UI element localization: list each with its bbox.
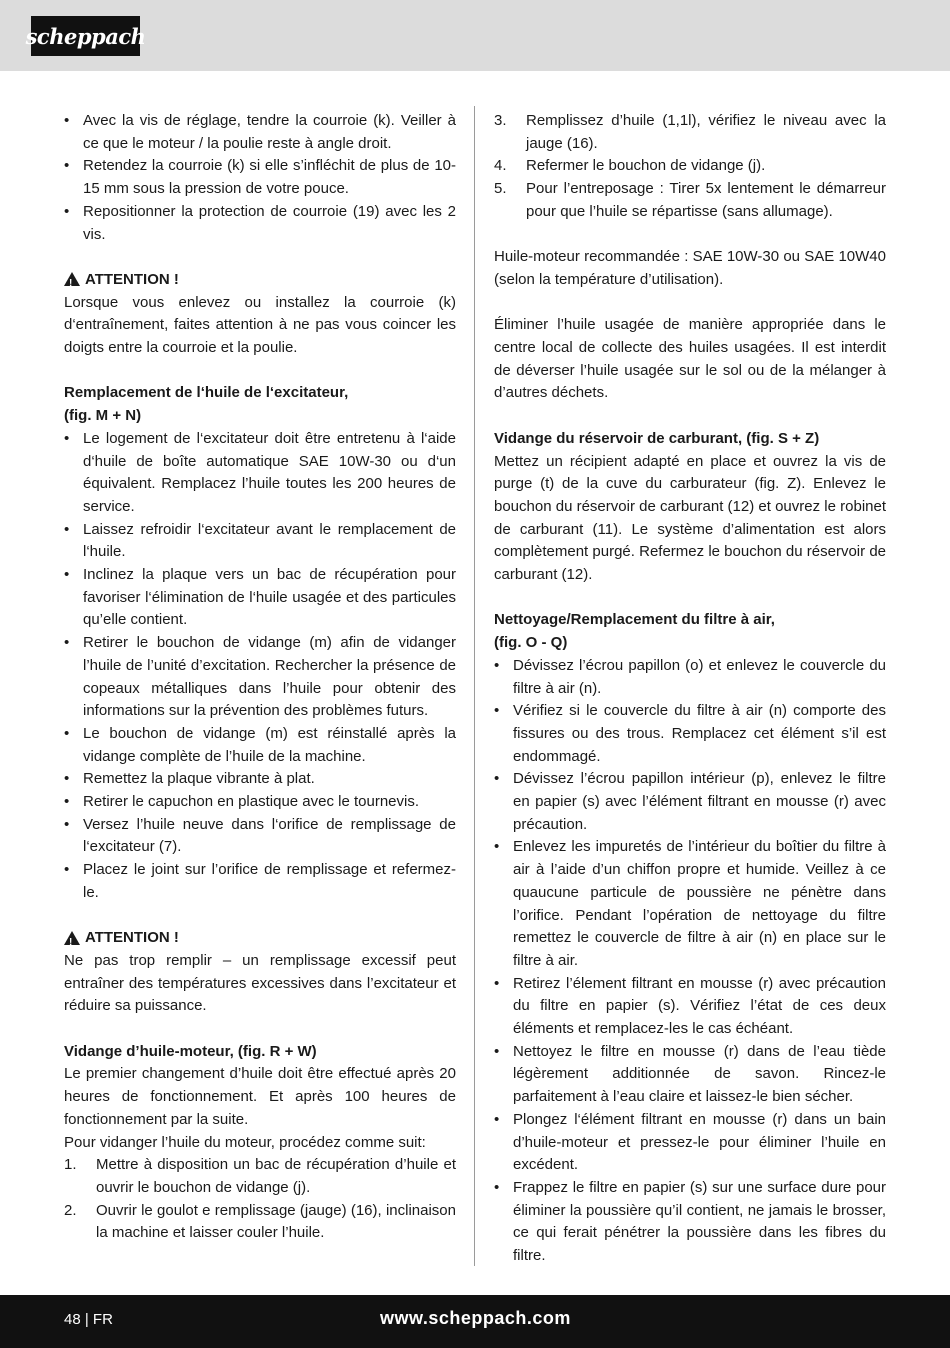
list-item: • Dévissez l’écrou papillon (o) et enlevez le couvercle du filtre à air (n). (494, 655, 886, 700)
paragraph: Le premier changement d’huile doit être effectué après 20 heures de fonctionnement. Et après 100 heures de fonctionnement par la suite. (64, 1065, 456, 1128)
section-heading-filter: Nettoyage/Remplacement du filtre à air, (fig. O - Q) (494, 611, 775, 652)
step-item: 4. Refermer le bouchon de vidange (j). (494, 157, 766, 175)
disposal-text: Éliminer l’huile usagée de manière appropriée dans le centre local de collecte des huiles usagées. Il est interdit de déverser l’huile usagée sur le sol ou de la mélanger à d’autres déchets. (494, 316, 886, 402)
list-item: • Repositionner la protection de courroie (19) avec les 2 vis. (64, 201, 456, 246)
vidange-steps (64, 1154, 456, 1245)
attention-text: Ne pas trop remplir – un remplissage excessif peut entraîner des températures excessives dans l’excitateur et réduire sa puissance. (64, 951, 456, 1015)
list-item: • Le bouchon de vidange (m) est réinstallé après la vidange complète de l’huile de la machine. (64, 723, 456, 768)
step-item: 1. Mettre à disposition un bac de récupération d’huile et ouvrir le bouchon de vidange (j). (64, 1156, 456, 1196)
list-item: • Versez l’huile neuve dans l‘orifice de remplissage de l‘excitateur (7). (64, 814, 456, 859)
attention-text: Lorsque vous enlevez ou installez la courroie (k) d‘entraînement, faites attention à ne pas vous coincer les doigts entre la courroie et la poulie. (64, 293, 456, 357)
list-item: • Dévissez l’écrou papillon intérieur (p), enlevez le filtre en papier (s) avec l’élément filtrant en mousse (r) avec précaution. (494, 768, 886, 836)
paragraph: Pour vidanger l’huile du moteur, procédez comme suit: (64, 1133, 426, 1151)
left-column (64, 110, 456, 1245)
list-item: • Retirer le capuchon en plastique avec le tournevis. (64, 791, 456, 814)
page-number: 48 | FR (64, 1311, 113, 1328)
right-column (494, 110, 886, 1268)
website-link[interactable]: www.scheppach.com (380, 1308, 571, 1328)
warning-triangle-icon (64, 272, 80, 286)
list-item: • Remettez la plaque vibrante à plat. (64, 768, 456, 791)
list-item: • Plongez l‘élément filtrant en mousse (r) dans un bain d’huile-moteur et pressez-le pour éliminer l’huile en excédent. (494, 1109, 886, 1177)
attention-heading: ! ATTENTION ! (64, 927, 456, 950)
attention-heading: ! ATTENTION ! (64, 269, 456, 292)
section-heading-fuel: Vidange du réservoir de carburant, (fig. S + Z) (494, 429, 820, 447)
list-item: • Laissez refroidir l‘excitateur avant le remplacement de l‘huile. (64, 519, 456, 564)
scheppach-logo: scheppach (31, 16, 140, 56)
paragraph: Mettez un récipient adapté en place et ouvrez la vis de purge (t) de la cuve du carburateur (fig. Z). Enlevez le bouchon du réservoir de carburant (12) et ouvrez le robinet de carburant (11). Le système d’alimentation est alors complètement purgé. Refermez le bouchon du réservoir de carburant (12). (494, 452, 886, 584)
oil-recommendation: Huile-moteur recommandée : SAE 10W-30 ou SAE 10W40 (selon la température d’utilisation). (494, 248, 886, 288)
list-item: • Inclinez la plaque vers un bac de récupération pour favoriser l‘élimination de l‘huile usagée et des particules qu’elle contient. (64, 564, 456, 632)
filter-list (494, 655, 886, 1268)
section-heading-excitateur: Remplacement de l‘huile de l‘excitateur, (fig. M + N) (64, 384, 349, 425)
list-item: • Enlevez les impuretés de l’intérieur du boîtier du filtre à air à l’aide d’un chiffon propre et humide. Veillez à ce quaucune particule de poussière ne pénètre dans l’orifice. Pendant l’opération de nettoyage du filtre remettez le couvercle de filtre à air (n) en place sur le filtre à air. (494, 836, 886, 972)
list-item: • Avec la vis de réglage, tendre la courroie (k). Veiller à ce que le moteur / la poulie reste à angle droit. (64, 110, 456, 155)
belt-tension-list (64, 110, 456, 246)
list-item: • Le logement de l‘excitateur doit être entretenu à l‘aide d‘huile de boîte automatique SAE 10W-30 ou d‘un équivalent. Remplacez l’huile toutes les 200 heures de service. (64, 428, 456, 519)
vidange-steps-continued (494, 110, 886, 224)
step-item: 3. Remplissez d’huile (1,1l), vérifiez le niveau avec la jauge (16). (494, 112, 886, 152)
excitateur-list (64, 428, 456, 905)
step-item: 5. Pour l’entreposage : Tirer 5x lentement le démarreur pour que l’huile se répartisse (sans allumage). (494, 180, 886, 220)
page-footer (0, 1295, 950, 1348)
list-item: • Frappez le filtre en papier (s) sur une surface dure pour éliminer la poussière qu’il contient, ne jamais le brosser, ce qui ferait pénétrer la poussière dans les fibres du filtre. (494, 1177, 886, 1268)
section-heading-vidange: Vidange d’huile-moteur, (fig. R + W) (64, 1042, 317, 1060)
list-item: • Retirez l’élement filtrant en mousse (r) avec précaution du filtre en papier (s). Vérifiez l’état de ces deux éléments et remplacez-les le cas échéant. (494, 973, 886, 1041)
list-item: • Vérifiez si le couvercle du filtre à air (n) comporte des fissures ou des trous. Remplacez cet élément s’il est endommagé. (494, 700, 886, 768)
list-item: • Placez le joint sur l’orifice de remplissage et refermez-le. (64, 859, 456, 904)
page-header (0, 0, 950, 71)
step-item: 2. Ouvrir le goulot e remplissage (jauge) (16), inclinaison la machine et laisser couler l’huile. (64, 1201, 456, 1242)
list-item: • Retirer le bouchon de vidange (m) afin de vidanger l’huile de l’unité d’excitation. Rechercher la présence de copeaux métalliques dans l’huile pour obtenir des informations sur la prévention des problèmes futurs. (64, 632, 456, 723)
list-item: • Retendez la courroie (k) si elle s’infléchit de plus de 10-15 mm sous la pression de votre pouce. (64, 155, 456, 200)
column-divider (474, 106, 475, 1266)
list-item: • Nettoyez le filtre en mousse (r) dans de l’eau tiède légèrement additionnée de savon. Rincez-le parfaitement à l’eau claire et laissez-le bien sécher. (494, 1041, 886, 1109)
warning-triangle-icon (64, 931, 80, 945)
